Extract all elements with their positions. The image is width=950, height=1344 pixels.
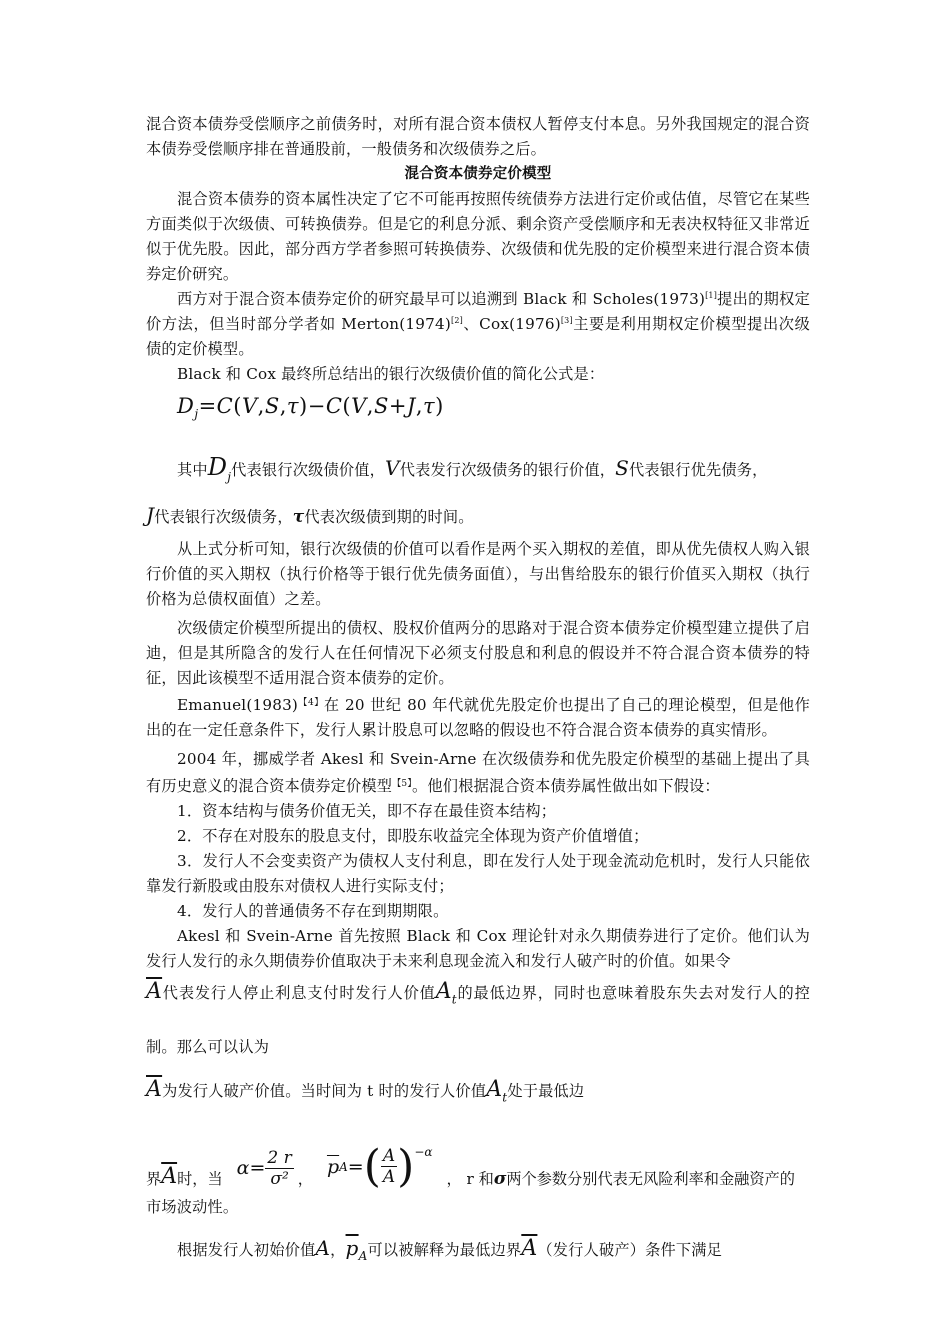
symbol-a-t: $A_t$ [435, 978, 457, 1007]
paragraph: 混合资本债券受偿顺序之前债务时，对所有混合资本债权人暂停支付本息。另外我国规定的混合资本债券受偿顺序排在普通股前，一般债务和次级债券之后。 [146, 115, 810, 158]
list-item: 2．不存在对股东的股息支付，即股东收益完全体现为资产价值增值； [177, 826, 649, 845]
text-run: ， [330, 1240, 346, 1259]
text-run: 根据发行人初始价值 [177, 1240, 316, 1259]
text-run: 处于最低边 [507, 1082, 585, 1101]
citation-ref: [2] [451, 316, 463, 325]
text-run: 代表银行次级债价值， [231, 461, 386, 480]
text-run: 时，当 [177, 1169, 223, 1188]
text-run: Emanuel(1983) [177, 695, 299, 714]
text-run: 两个参数分别代表无风险利率和金融资产的 [506, 1169, 795, 1188]
text-run: 2004 年，挪威学者 Akesl 和 Svein-Arne 在次级债券和优先股定价模型的基础上提出了具有历史意义的混合资本债券定价模型 [146, 749, 810, 795]
text-run: 的最低边界，同时也意味着股东失去对发行人的控制。那么可以认为 [146, 983, 810, 1057]
paragraph [146, 1228, 810, 1276]
paragraph: 次级债定价模型所提出的债权、股权价值两分的思路对于混合资本债券定价模型建立提供了启迪，但是其所隐含的发行人在任何情况下必须支付股息和利息的假设并不符合混合资本债券的特征，因此该模型不适用混合资本债券的定价。 [146, 618, 810, 687]
symbol-s: S [615, 456, 630, 481]
text-run: 为发行人破产价值。当时间为 t 时的发行人价值 [162, 1082, 487, 1101]
symbol-a-bar: $\overline{A}$ [146, 978, 163, 1004]
text-run: 代表银行次级债务， [154, 507, 293, 526]
paragraph [146, 287, 810, 362]
document-page [146, 112, 810, 1276]
text-run: 代表次级债到期的时间。 [304, 507, 474, 526]
paragraph [146, 495, 810, 537]
text-run: 代表发行人停止利息支付时发行人价值 [162, 983, 436, 1002]
formula-line [146, 1127, 810, 1192]
formula-subordinated-debt: $D_j=C(V,S,\tau)-C(V,S+J,\tau)$ [177, 394, 444, 422]
list-item: 3．发行人不会变卖资产为债权人支付利息，即在发行人处于现金流动危机时，发行人只能依靠发行新股或由股东对债权人进行实际支付； [146, 851, 810, 895]
text-run: 可以被解释为最低边界 [367, 1240, 522, 1259]
symbol-tau: τ [292, 506, 305, 527]
paragraph [146, 691, 810, 743]
paragraph-continued [146, 968, 810, 1071]
symbol-a-t: $A_t$ [486, 1077, 508, 1105]
text-run: 主要是利用期权定价模型提出次级债的定价模型。 [146, 315, 811, 358]
symbol-sigma: σ [493, 1168, 507, 1189]
paragraph [146, 924, 810, 974]
section-heading: 混合资本债券定价模型 [404, 166, 552, 182]
text-run: 西方对于混合资本债券定价的研究最早可以追溯到 Black 和 Scholes(1973) [177, 290, 706, 308]
citation-ref: [3] [560, 316, 573, 325]
text-run: 、Cox(1976) [462, 315, 561, 333]
text-run: 在 20 世纪 80 年代就优先股定价也提出了自己的理论模型，但是他作出的在一定任意条件下，发行人累计股息可以忽略的假设也不符合混合资本债券的真实情形。 [146, 695, 810, 739]
text-run: 。他们根据混合资本债券属性做出如下假设： [412, 776, 720, 795]
formula-p-a: $\overline{p}$ A = ( $\frac{A}{A}$ ) $^{-\alpha}$ [326, 1140, 433, 1192]
list-item: 1．资本结构与债务价值无关，即不存在最佳资本结构； [177, 801, 557, 820]
text-run: Akesl 和 Svein-Arne 首先按照 Black 和 Cox 理论针对永久期债券进行了定价。他们认为发行人发行的永久期债券价值取决于未来利息现金流入和发行人破产时的价值。如果令 [146, 926, 810, 970]
paragraph [146, 449, 810, 495]
text-run: 代表发行次级债务的银行价值， [399, 461, 616, 480]
symbol-dj: $D_j$ [207, 453, 232, 484]
citation-ref: 【4】 [298, 697, 324, 708]
text-run: （发行人破产）条件下满足 [537, 1240, 723, 1259]
symbol-a: A [315, 1235, 331, 1260]
symbol-v: V [385, 456, 400, 481]
text-run: ， [297, 1169, 313, 1188]
citation-ref: 【5】 [392, 778, 413, 789]
paragraph-continued: 市场波动性。 [146, 1197, 239, 1216]
text-run: 代表银行优先债务， [629, 461, 768, 480]
symbol-a-bar: $\overline{A}$ [146, 1077, 163, 1103]
list-item: 4．发行人的普通债务不存在到期期限。 [177, 901, 449, 920]
symbol-a-bar: $\overline{A}$ [521, 1235, 538, 1261]
symbol-j: J [146, 502, 155, 527]
text-run: 其中 [177, 461, 208, 480]
text-run: 界 [146, 1169, 162, 1188]
paragraph [146, 747, 810, 799]
symbol-p-bar-a: $\overline{p}_A$ [345, 1235, 368, 1263]
paragraph: Black 和 Cox 最终所总结出的银行次级债价值的简化公式是： [177, 365, 605, 383]
paragraph: 混合资本债券的资本属性决定了它不可能再按照传统债券方法进行定价或估值，尽管它在某些方面类似于次级债、可转换债券。但是它的利息分派、剩余资产受偿顺序和无表决权特征又非常近似于优先股。因此，部分西方学者参照可转换债券、次级债和优先股的定价模型来进行混合资本债券定价研究。 [146, 190, 810, 283]
symbol-a-bar: $\overline{A}$ [161, 1163, 178, 1189]
citation-ref: [1] [705, 291, 718, 300]
formula-alpha: α= $\frac{2 r}{\text{σ²}}$ [236, 1147, 292, 1189]
paragraph-continued [146, 1067, 810, 1120]
paragraph: 从上式分析可知，银行次级债的价值可以看作是两个买入期权的差值，即从优先债权人购入银行价值的买入期权（执行价格等于银行优先债务面值），与出售给股东的银行价值买入期权（执行价格为总债权面值）之差。 [146, 539, 810, 608]
text-run: ， r 和 [446, 1169, 494, 1188]
text-run: 提出的期权定价方法，但当时部分学者如 Merton(1974) [146, 290, 811, 333]
